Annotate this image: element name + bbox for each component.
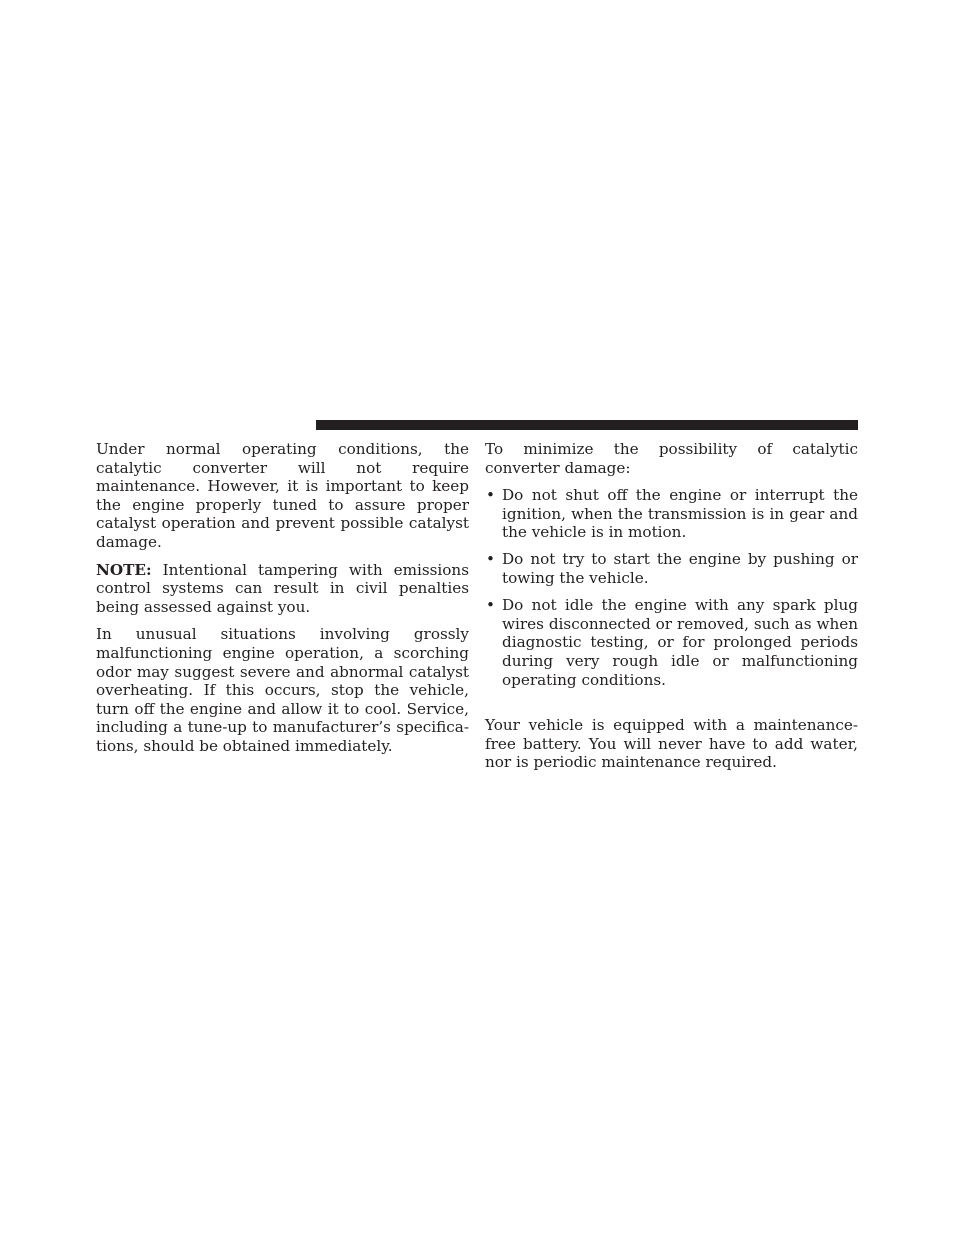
- left-column: [96, 440, 469, 765]
- list-item: [485, 486, 858, 542]
- list-item-text: Do not idle the engine with any spark plug wires disconnected or removed, such as when diagnostic testing, or for prolonged periods during very rough idle or malfunctioning operating conditions.: [502, 596, 858, 689]
- list-item: [485, 550, 858, 587]
- damage-intro-paragraph: To minimize the possibility of catalytic converter damage:: [485, 440, 858, 477]
- damage-prevention-list: [485, 486, 858, 689]
- list-item-text: Do not try to start the engine by pushing or towing the vehicle.: [502, 550, 858, 588]
- note-text: Intentional tampering with emissions control systems can result in civil penalties being assessed against you.: [96, 560, 469, 616]
- list-item-text: Do not shut off the engine or interrupt the ignition, when the transmission is in gear and the vehicle is in motion.: [502, 486, 858, 542]
- bullet-icon: •: [486, 486, 495, 505]
- bullet-icon: •: [486, 596, 495, 615]
- battery-paragraph: Your vehicle is equipped with a maintenance-free battery. You will never have to add water, nor is periodic maintenance required.: [485, 716, 858, 772]
- right-column: [485, 440, 858, 781]
- catalyst-maintenance-paragraph: Under normal operating conditions, the catalytic converter will not require maintenance. However, it is important to keep the engine properly tuned to assure proper catalyst operation and prevent possible catalyst damage.: [96, 440, 469, 551]
- section-header-bar: [316, 420, 858, 430]
- list-item: [485, 596, 858, 689]
- overheating-paragraph: In unusual situations involving grossly malfunctioning engine operation, a scorching odor may suggest severe and abnormal catalyst overheating. If this occurs, stop the vehicle, turn off the engine and allow it to cool. Service, including a tune-up to manufacturer’s specifications, should be obtained immediately.: [96, 625, 469, 755]
- note-paragraph: [96, 561, 469, 617]
- note-label: NOTE:: [96, 560, 152, 579]
- bullet-icon: •: [486, 550, 495, 569]
